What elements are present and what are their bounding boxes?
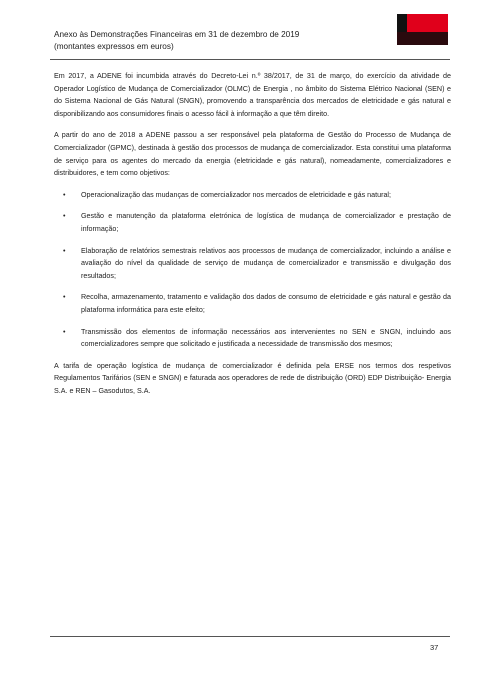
list-item — [54, 210, 451, 235]
logo-dark-block — [397, 32, 448, 45]
paragraph-olmc: Em 2017, a ADENE foi incumbida através do Decreto-Lei n.º 38/2017, de 31 de março, do exercício da atividade de Operador Logístico de Mudança de Comercializador (OLMC) de Energia , no âmbito do Sistema Elétrico Nacional (SEN) e do Sistema Nacional de Gás Natural (SNGN), promovendo a transparência dos mercados de eletricidade e gás natural e disponibilizando aos consumidores finais o acesso fácil à informação a que têm direito. — [54, 72, 451, 118]
list-item-text: Transmissão dos elementos de informação necessários aos intervenientes no SEN e SNGN, incluindo aos comercializadores sempre que solicitado e justificada a necessidade de transmissão dos mesmos; — [81, 327, 451, 349]
header-subtitle: (montantes expressos em euros) — [54, 41, 174, 51]
list-item — [54, 189, 451, 202]
objectives-list — [54, 189, 451, 351]
header-divider — [50, 59, 450, 60]
bullet-icon: • — [63, 327, 66, 336]
page-header — [54, 29, 299, 52]
list-item-text: Recolha, armazenamento, tratamento e validação dos dados de consumo de eletricidade e gás natural e gestão da plataforma informática para este efeito; — [81, 293, 451, 314]
list-item-text: Elaboração de relatórios semestrais relativos aos processos de mudança de comercializador, incluindo a análise e avaliação do nível da qualidade de serviço de mudança de comercializador e transmissão e divulgação dos resultados; — [81, 246, 451, 280]
bullet-icon: • — [63, 212, 66, 221]
list-item — [54, 245, 451, 283]
bullet-icon: • — [63, 190, 66, 199]
header-title: Anexo às Demonstrações Financeiras em 31 de dezembro de 2019 — [54, 30, 300, 39]
body-text — [54, 70, 451, 406]
paragraph-gpmc: A partir do ano de 2018 a ADENE passou a ser responsável pela plataforma de Gestão do Processo de Mudança de Comercializador (GPMC), destinada à gestão dos processos de mudança de comercializador. Esta constitui uma plataforma de serviço para os agentes do mercado da energia (eletricidade e gás natural), nomeadamente, comercializadores e distribuidores, e tem como objetivos: — [54, 131, 451, 178]
company-logo — [397, 14, 448, 45]
list-item — [54, 291, 451, 316]
footer-divider — [50, 636, 450, 637]
list-item-text: Operacionalização das mudanças de comercializador nos mercados de eletricidade e gás natural; — [81, 190, 391, 199]
list-item-text: Gestão e manutenção da plataforma eletrónica de logística de mudança de comercializador e prestação de informação; — [81, 212, 451, 233]
logo-black-block — [397, 14, 407, 32]
list-item — [54, 326, 451, 351]
bullet-icon: • — [63, 246, 66, 255]
paragraph-tarifa: A tarifa de operação logística de mudança de comercializador é definida pela ERSE nos termos dos respetivos Regulamentos Tarifários (SEN e SNGN) e faturada aos operadores de rede de distribuição (ORD) EDP Distribuição- Energia S.A. e REN – Gasodutos, S.A. — [54, 361, 451, 395]
page-number: 37 — [430, 643, 439, 652]
bullet-icon: • — [63, 293, 66, 302]
